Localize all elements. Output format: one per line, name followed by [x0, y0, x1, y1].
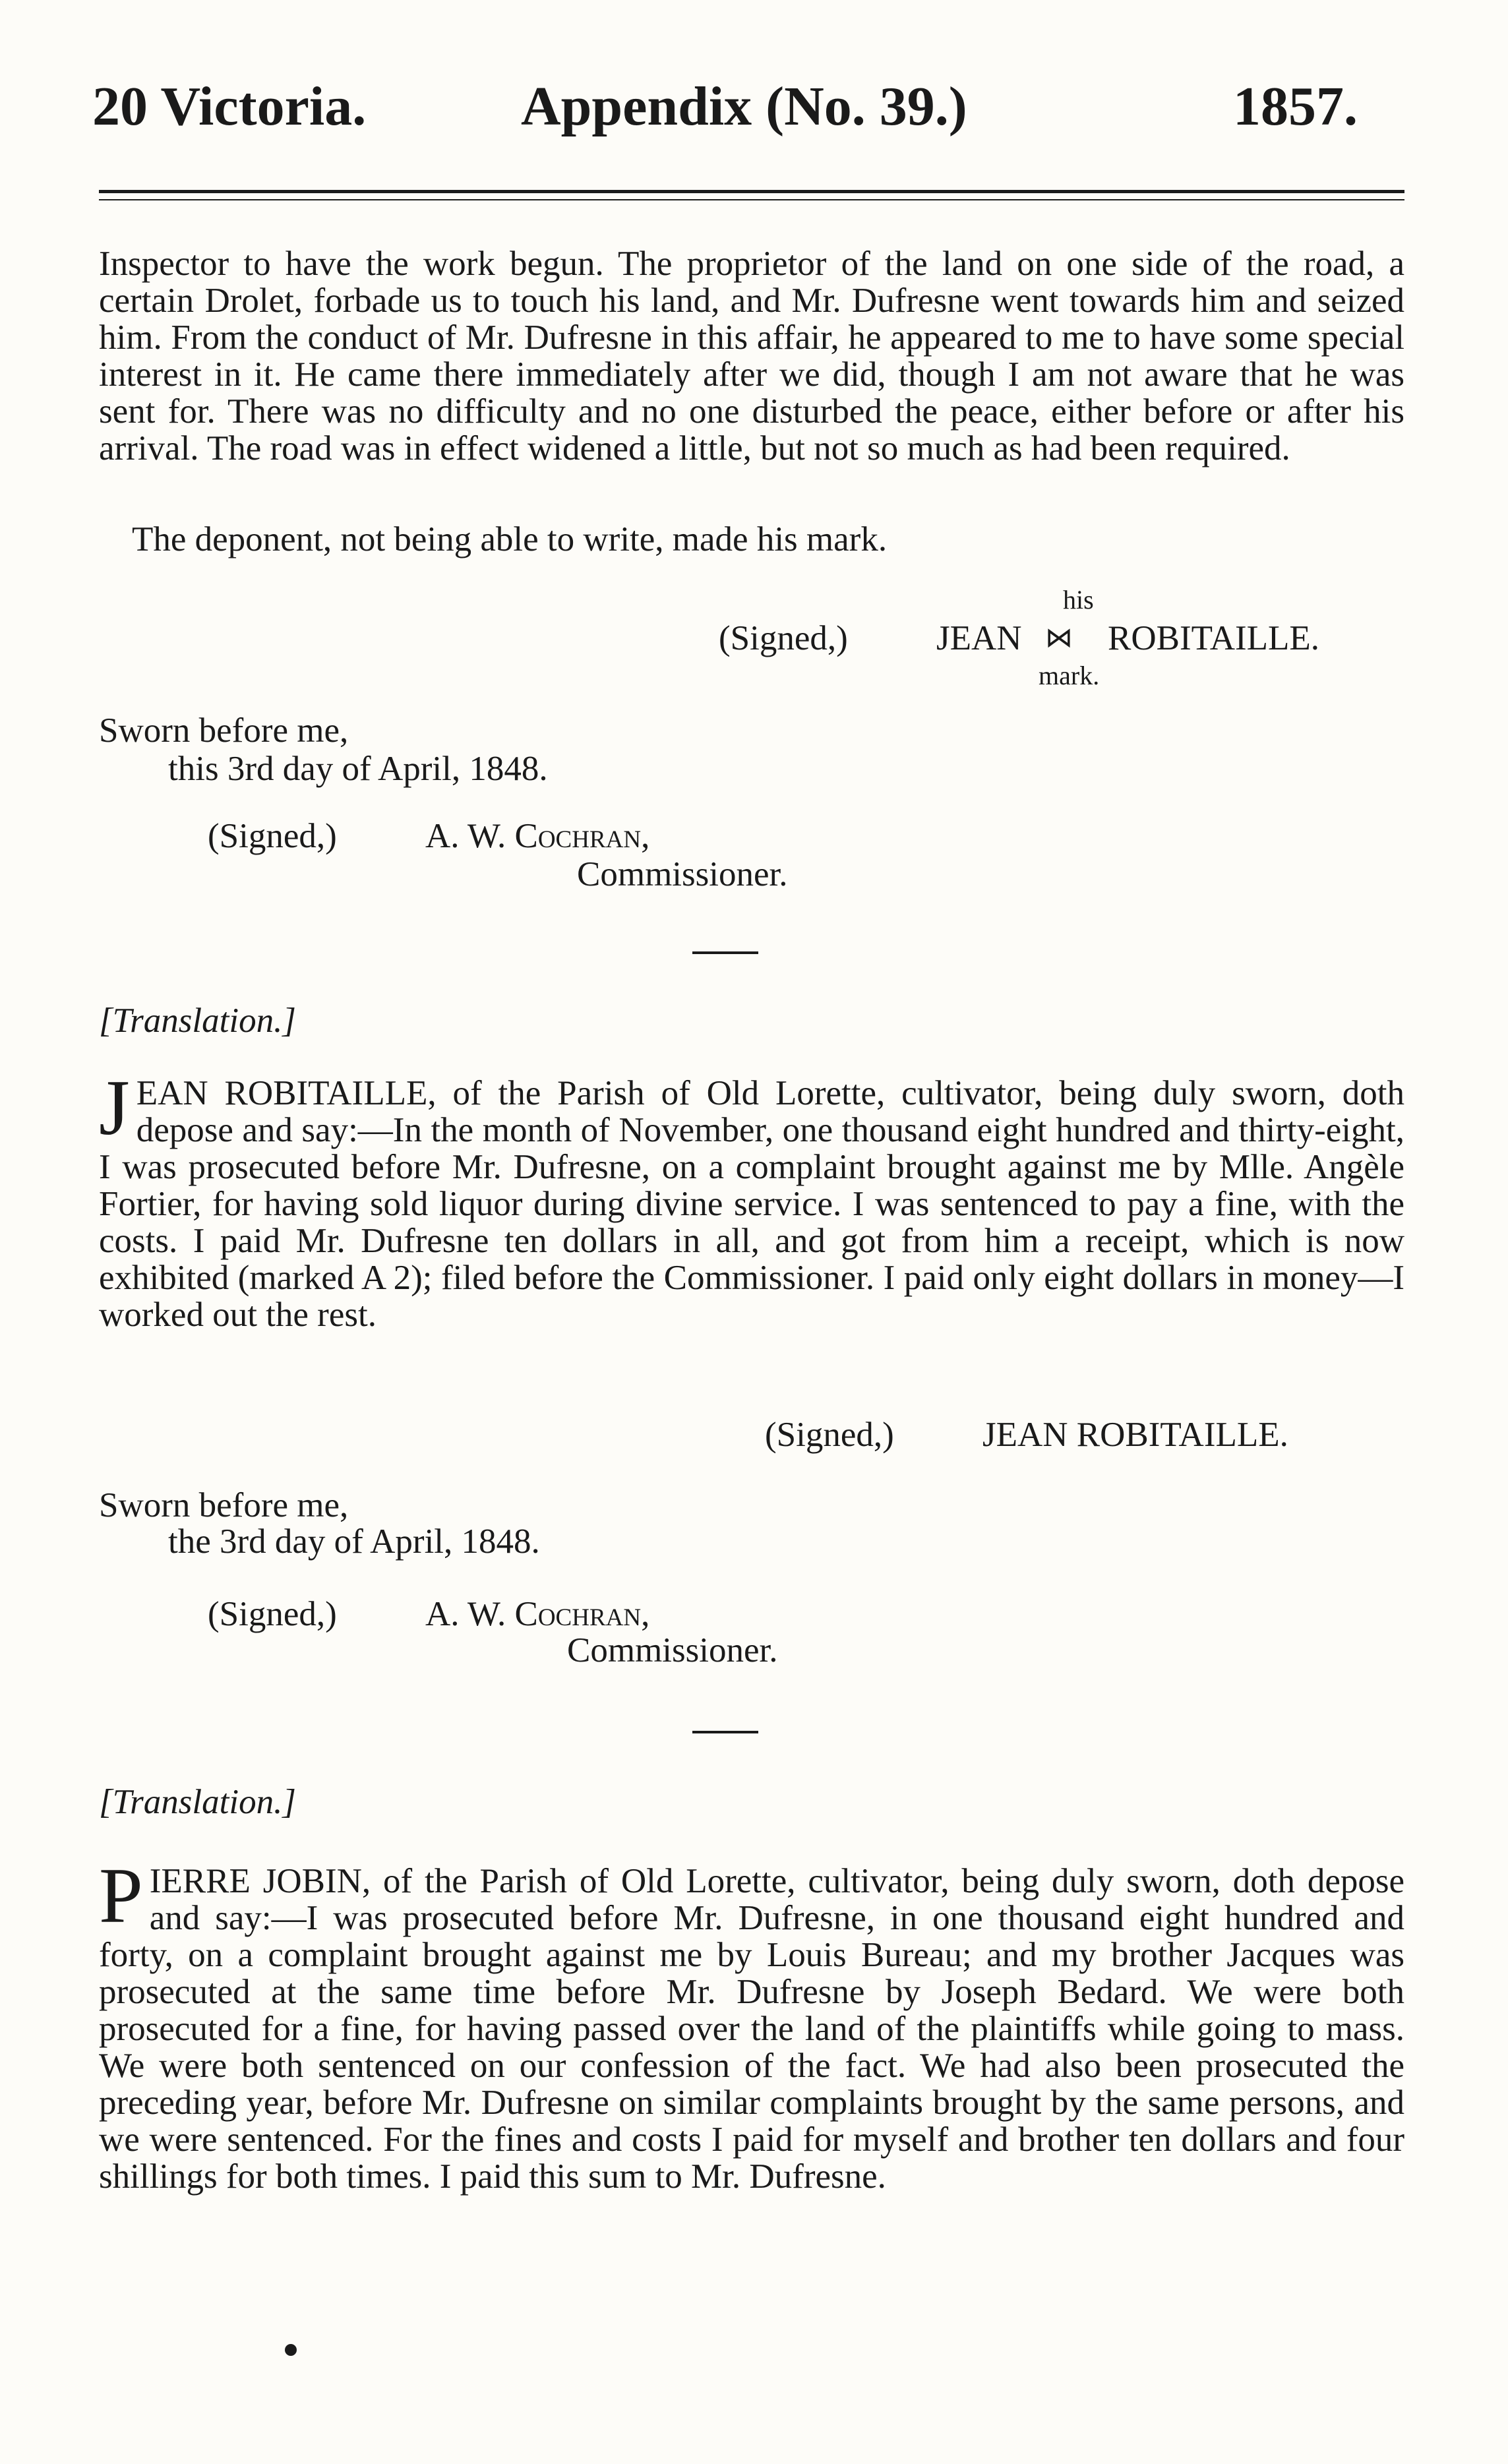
header-year: 1857.: [1233, 76, 1358, 137]
ink-spot: [285, 2344, 297, 2356]
drop-cap: J: [99, 1064, 130, 1151]
section-divider: [692, 951, 758, 954]
signature-last-name: ROBITAILLE.: [1108, 619, 1320, 657]
commissioner-title: Commissioner.: [577, 855, 788, 893]
deposition-text-2: IERRE JOBIN, of the Parish of Old Lorette, cultivator, being duly sworn, doth depose and say:—I was prosecuted before Mr. Dufresne, in one thousand eight hundred and forty, on a complaint brought against me by Louis Bureau; and my brother Jacques was prosecuted at the same time before Mr. Dufresne by Joseph Bedard. We were both prosecuted for a fine, for having passed over the land of the plaintiffs while going to mass. We were both sentenced on our confession of the fact. We had also been prosecuted the preceding year, before Mr. Dufresne on similar complaints brought by the same persons, and we were sentenced. For the fines and costs I paid for myself and brother ten dollars and four shillings for both times. I paid this sum to Mr. Dufresne.: [99, 1862, 1404, 2196]
drop-cap-2: P: [99, 1851, 143, 1939]
deponent-mark-note: The deponent, not being able to write, made his mark.: [132, 520, 888, 558]
commissioner-signed-label-2: (Signed,): [208, 1595, 337, 1633]
deposition-jobin: [99, 1851, 1404, 2196]
sworn-line-1: Sworn before me,: [99, 711, 349, 750]
translation-label-2: [Translation.]: [99, 1783, 296, 1821]
sworn-line-1b: Sworn before me,: [99, 1486, 349, 1524]
signature-robitaille: JEAN ROBITAILLE.: [982, 1416, 1288, 1454]
header-appendix: Appendix (No. 39.): [521, 76, 967, 137]
sworn-line-2b: the 3rd day of April, 1848.: [168, 1522, 540, 1561]
mark-label-his: his: [1063, 585, 1094, 615]
commissioner-title-2: Commissioner.: [567, 1631, 778, 1669]
deposition-continuation: Inspector to have the work begun. The proprietor of the land on one side of the road, a certain Drolet, forbade us to touch his land, and Mr. Dufresne went towards him and seized him. From the conduct of Mr. Dufresne in this affair, he appeared to me to have some special interest in it. He came there immediately after we did, though I am not aware that he was sent for. There was no difficulty and no one disturbed the peace, either before or after his arrival. The road was in effect widened a little, but not so much as had been required.: [99, 245, 1404, 467]
signed-label: (Signed,): [719, 619, 848, 657]
signature-mark-cross: ⋈: [1045, 623, 1073, 653]
header-rule-thin: [99, 199, 1404, 200]
section-divider-2: [692, 1731, 758, 1733]
signature-first-name: JEAN: [936, 619, 1022, 657]
commissioner-name-2: A. W. Cochran,: [425, 1595, 650, 1633]
commissioner-signed-label: (Signed,): [208, 817, 337, 855]
signed-label-2: (Signed,): [765, 1416, 894, 1454]
deposition-text: EAN ROBITAILLE, of the Parish of Old Lorette, cultivator, being duly sworn, doth depose and say:—In the month of November, one thousand eight hundred and thirty-eight, I was prosecuted before Mr. Dufresne, on a complaint brought against me by Mlle. Angèle Fortier, for having sold liquor during divine service. I was sentenced to pay a fine, with the costs. I paid Mr. Dufresne ten dollars in all, and got from him a receipt, which is now exhibited (marked A 2); filed before the Commissioner. I paid only eight dollars in money—I worked out the rest.: [99, 1074, 1404, 1334]
sworn-line-2: this 3rd day of April, 1848.: [168, 750, 548, 788]
mark-label-mark: mark.: [1039, 661, 1100, 690]
commissioner-name: A. W. Cochran,: [425, 817, 650, 855]
header-rule-thick: [99, 190, 1404, 193]
translation-label: [Translation.]: [99, 1002, 296, 1040]
deposition-robitaille: [99, 1064, 1404, 1334]
header-session: 20 Victoria.: [92, 76, 367, 137]
